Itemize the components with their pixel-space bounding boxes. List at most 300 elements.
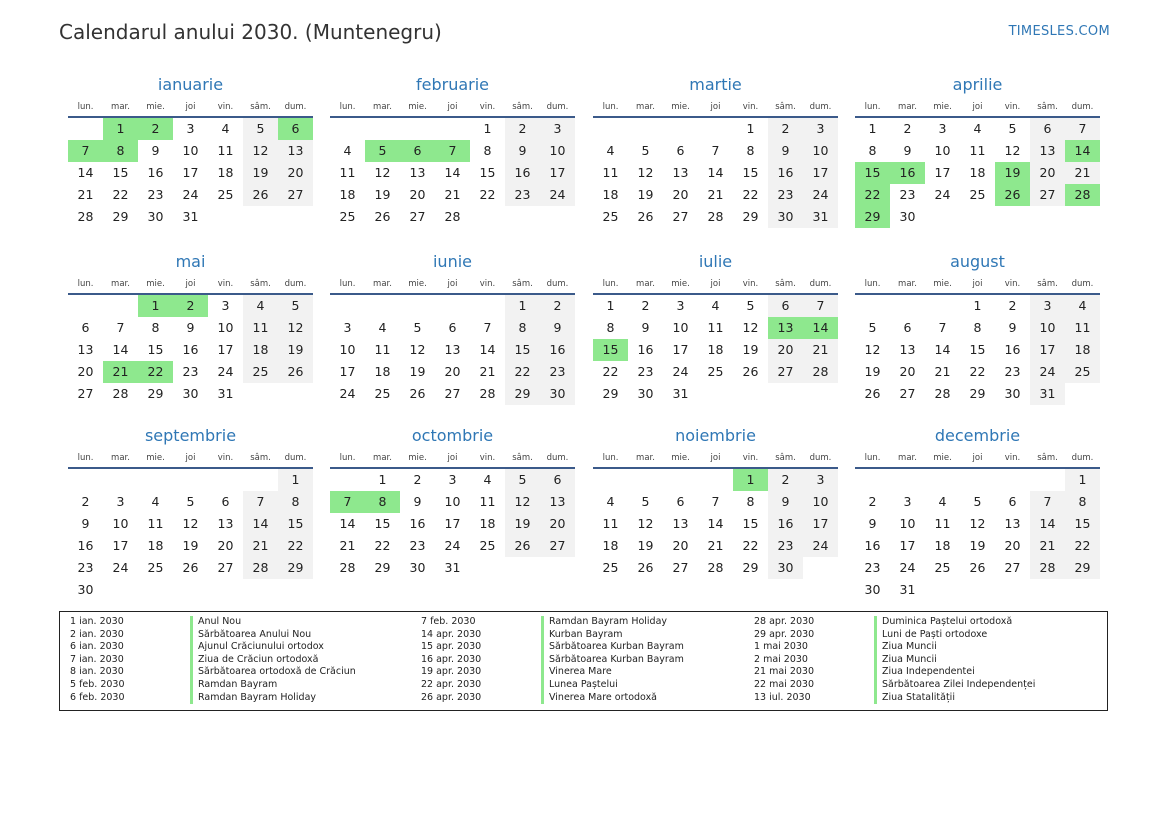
day-cell: 28 <box>803 361 838 383</box>
day-cell: 9 <box>81 516 90 531</box>
day-cell: 31 <box>444 560 461 575</box>
day-cell: 17 <box>803 162 838 184</box>
empty-cell <box>995 469 1030 491</box>
empty-cell <box>855 295 890 317</box>
day-cell: 31 <box>182 209 199 224</box>
day-cell: 4 <box>606 143 615 158</box>
day-cell: 8 <box>278 491 313 513</box>
weekday-label: dum. <box>809 453 832 463</box>
day-cell: 11 <box>217 143 234 158</box>
day-cell: 25 <box>602 560 619 575</box>
weekday-label: dum. <box>1071 102 1094 112</box>
day-grid <box>68 118 313 228</box>
day-cell: 21 <box>707 538 724 553</box>
day-cell: 16 <box>768 513 803 535</box>
day-cell: 18 <box>707 342 724 357</box>
weekday-label: vin. <box>479 102 496 112</box>
day-cell: 13 <box>1030 140 1065 162</box>
weekday-label: joi <box>185 453 196 463</box>
weekday-label: vin. <box>742 102 759 112</box>
holiday-entry <box>754 616 1035 629</box>
day-cell: 8 <box>746 143 755 158</box>
day-cell: 18 <box>479 516 496 531</box>
holiday-day-cell: 15 <box>855 162 890 184</box>
day-cell: 21 <box>243 535 278 557</box>
day-cell: 16 <box>505 162 540 184</box>
holiday-date: 2 mai 2030 <box>754 653 808 665</box>
holiday-entry <box>421 616 684 629</box>
weekday-label: mar. <box>898 453 917 463</box>
weekday-label: joi <box>710 279 721 289</box>
day-cell: 8 <box>1065 491 1100 513</box>
day-cell: 22 <box>742 538 759 553</box>
day-cell: 28 <box>339 560 356 575</box>
day-cell: 21 <box>707 187 724 202</box>
day-cell: 15 <box>1065 513 1100 535</box>
month-aprilie <box>855 72 1100 228</box>
day-cell: 5 <box>413 320 422 335</box>
day-cell: 29 <box>602 386 619 401</box>
day-cell: 14 <box>243 513 278 535</box>
empty-cell <box>435 118 470 140</box>
day-cell: 10 <box>1030 317 1065 339</box>
day-cell: 23 <box>1004 364 1021 379</box>
day-cell: 13 <box>278 140 313 162</box>
day-cell: 14 <box>707 516 724 531</box>
day-grid <box>68 469 313 601</box>
site-link[interactable]: TIMESLES.COM <box>1008 24 1110 39</box>
day-grid <box>855 295 1100 405</box>
day-cell: 17 <box>672 342 689 357</box>
day-cell: 2 <box>768 118 803 140</box>
day-cell: 11 <box>374 342 391 357</box>
day-cell: 26 <box>409 386 426 401</box>
day-cell: 16 <box>409 516 426 531</box>
holiday-name: Ziua Muncii <box>874 654 937 667</box>
day-cell: 23 <box>182 364 199 379</box>
holiday-name: Sărbătoarea Zilei Independenței <box>874 679 1035 692</box>
day-cell: 10 <box>444 494 461 509</box>
holiday-day-cell: 6 <box>278 118 313 140</box>
month-octombrie <box>330 423 575 579</box>
holiday-entry <box>70 666 356 679</box>
holiday-day-cell: 8 <box>103 140 138 162</box>
day-grid <box>855 118 1100 228</box>
day-cell: 29 <box>742 560 759 575</box>
day-cell: 4 <box>606 494 615 509</box>
day-cell: 22 <box>278 535 313 557</box>
day-cell: 5 <box>278 295 313 317</box>
day-cell: 10 <box>899 516 916 531</box>
empty-cell <box>698 118 733 140</box>
weekday-label: mie. <box>671 453 690 463</box>
holiday-entry <box>70 616 356 629</box>
day-cell: 22 <box>112 187 129 202</box>
weekday-label: lun. <box>77 102 94 112</box>
day-cell: 6 <box>676 494 685 509</box>
empty-cell <box>628 118 663 140</box>
holiday-day-cell: 1 <box>103 118 138 140</box>
day-cell: 8 <box>746 494 755 509</box>
day-cell: 9 <box>768 140 803 162</box>
day-cell: 5 <box>243 118 278 140</box>
day-cell: 9 <box>768 491 803 513</box>
holiday-day-cell: 7 <box>68 140 103 162</box>
day-cell: 9 <box>868 516 877 531</box>
empty-cell <box>960 469 995 491</box>
holiday-date: 16 apr. 2030 <box>421 653 482 665</box>
day-cell: 13 <box>444 342 461 357</box>
empty-cell <box>470 295 505 317</box>
weekday-label: dum. <box>1071 453 1094 463</box>
empty-cell <box>890 469 925 491</box>
day-cell: 24 <box>803 535 838 557</box>
day-cell: 14 <box>934 342 951 357</box>
day-cell: 27 <box>409 209 426 224</box>
day-cell: 19 <box>864 364 881 379</box>
day-cell: 2 <box>81 494 90 509</box>
day-cell: 28 <box>707 560 724 575</box>
weekday-header <box>68 275 313 295</box>
day-cell: 13 <box>672 516 689 531</box>
weekday-label: sâm. <box>1037 279 1058 289</box>
month-name: august <box>950 252 1005 271</box>
weekday-label: mar. <box>636 279 655 289</box>
holiday-date: 14 apr. 2030 <box>421 628 482 640</box>
day-cell: 20 <box>217 538 234 553</box>
day-cell: 4 <box>938 494 947 509</box>
day-cell: 7 <box>1030 491 1065 513</box>
weekday-header <box>593 275 838 295</box>
holiday-list <box>59 611 1108 711</box>
holiday-name: Anul Nou <box>190 616 241 629</box>
holiday-name: Ziua de Crăciun ortodoxă <box>190 654 318 667</box>
day-cell: 3 <box>221 298 230 313</box>
month-name: iunie <box>432 252 472 271</box>
day-cell: 2 <box>903 121 912 136</box>
day-cell: 25 <box>969 187 986 202</box>
weekday-label: joi <box>447 102 458 112</box>
day-cell: 21 <box>1065 162 1100 184</box>
day-cell: 20 <box>278 162 313 184</box>
weekday-label: sâm. <box>775 279 796 289</box>
empty-cell <box>890 295 925 317</box>
day-cell: 16 <box>77 538 94 553</box>
day-cell: 8 <box>505 317 540 339</box>
month-februarie <box>330 72 575 228</box>
empty-cell <box>925 295 960 317</box>
day-cell: 13 <box>672 165 689 180</box>
weekday-label: dum. <box>284 102 307 112</box>
day-cell: 9 <box>1008 320 1017 335</box>
day-cell: 16 <box>182 342 199 357</box>
day-cell: 18 <box>339 187 356 202</box>
day-grid <box>593 118 838 228</box>
weekday-label: sâm. <box>775 102 796 112</box>
day-cell: 25 <box>147 560 164 575</box>
holiday-entry <box>421 641 684 654</box>
weekday-label: mar. <box>373 279 392 289</box>
day-cell: 28 <box>444 209 461 224</box>
day-cell: 16 <box>637 342 654 357</box>
holiday-name: Ziua Statalității <box>874 692 955 705</box>
month-name: februarie <box>415 75 490 94</box>
holiday-entry <box>421 629 684 642</box>
weekday-label: dum. <box>284 453 307 463</box>
day-cell: 25 <box>339 209 356 224</box>
day-cell: 10 <box>803 140 838 162</box>
day-cell: 6 <box>540 469 575 491</box>
day-cell: 18 <box>969 165 986 180</box>
holiday-day-cell: 22 <box>855 184 890 206</box>
day-cell: 31 <box>217 386 234 401</box>
empty-cell <box>138 469 173 491</box>
holiday-day-cell: 19 <box>995 162 1030 184</box>
day-cell: 22 <box>374 538 391 553</box>
day-cell: 15 <box>505 339 540 361</box>
holiday-entry <box>754 629 1035 642</box>
weekday-label: mar. <box>111 453 130 463</box>
day-cell: 12 <box>637 516 654 531</box>
day-cell: 24 <box>339 386 356 401</box>
day-cell: 9 <box>413 494 422 509</box>
day-cell: 29 <box>278 557 313 579</box>
day-cell: 13 <box>899 342 916 357</box>
day-cell: 24 <box>217 364 234 379</box>
weekday-label: joi <box>972 102 983 112</box>
day-cell: 3 <box>540 118 575 140</box>
day-cell: 10 <box>540 140 575 162</box>
day-cell: 15 <box>969 342 986 357</box>
day-cell: 18 <box>147 538 164 553</box>
day-cell: 5 <box>505 469 540 491</box>
holiday-day-cell: 2 <box>173 295 208 317</box>
weekday-header <box>855 449 1100 469</box>
day-cell: 1 <box>746 121 755 136</box>
weekday-label: dum. <box>809 279 832 289</box>
month-septembrie <box>68 423 313 601</box>
day-cell: 3 <box>448 472 457 487</box>
holiday-day-cell: 14 <box>803 317 838 339</box>
day-cell: 17 <box>444 516 461 531</box>
weekday-label: sâm. <box>512 453 533 463</box>
day-cell: 9 <box>186 320 195 335</box>
day-cell: 14 <box>444 165 461 180</box>
day-cell: 2 <box>768 469 803 491</box>
day-cell: 27 <box>278 184 313 206</box>
holiday-day-cell: 1 <box>733 469 768 491</box>
weekday-label: mie. <box>146 279 165 289</box>
day-cell: 30 <box>768 557 803 579</box>
day-cell: 12 <box>637 165 654 180</box>
day-cell: 1 <box>378 472 387 487</box>
holiday-name: Duminica Paștelui ortodoxă <box>874 616 1012 629</box>
holiday-date: 6 ian. 2030 <box>70 641 124 653</box>
day-cell: 8 <box>973 320 982 335</box>
day-cell: 14 <box>112 342 129 357</box>
day-cell: 26 <box>969 560 986 575</box>
holiday-day-cell: 14 <box>1065 140 1100 162</box>
day-cell: 13 <box>540 491 575 513</box>
month-ianuarie <box>68 72 313 228</box>
day-cell: 19 <box>637 187 654 202</box>
day-cell: 17 <box>540 162 575 184</box>
day-cell: 6 <box>768 295 803 317</box>
day-cell: 27 <box>1004 560 1021 575</box>
day-cell: 16 <box>864 538 881 553</box>
day-cell: 30 <box>1004 386 1021 401</box>
day-cell: 28 <box>707 209 724 224</box>
day-cell: 19 <box>182 538 199 553</box>
empty-cell <box>103 469 138 491</box>
month-name: mai <box>175 252 206 271</box>
empty-cell <box>103 295 138 317</box>
day-cell: 23 <box>540 361 575 383</box>
day-cell: 26 <box>505 535 540 557</box>
day-cell: 18 <box>602 187 619 202</box>
holiday-entry <box>421 692 684 705</box>
day-cell: 12 <box>864 342 881 357</box>
weekday-label: vin. <box>742 453 759 463</box>
empty-cell <box>330 295 365 317</box>
day-cell: 27 <box>1030 184 1065 206</box>
day-cell: 8 <box>483 143 492 158</box>
holiday-date: 29 apr. 2030 <box>754 628 815 640</box>
day-cell: 4 <box>243 295 278 317</box>
holiday-name: Sărbătoarea Kurban Bayram <box>541 641 684 654</box>
day-cell: 14 <box>1030 513 1065 535</box>
day-cell: 20 <box>409 187 426 202</box>
day-cell: 21 <box>934 364 951 379</box>
holiday-day-cell: 1 <box>138 295 173 317</box>
day-cell: 1 <box>868 121 877 136</box>
empty-cell <box>435 295 470 317</box>
weekday-label: sâm. <box>250 102 271 112</box>
day-cell: 28 <box>243 557 278 579</box>
day-cell: 10 <box>339 342 356 357</box>
holiday-day-cell: 13 <box>768 317 803 339</box>
weekday-header <box>855 98 1100 118</box>
holiday-name: Sărbătoarea Kurban Bayram <box>541 654 684 667</box>
weekday-label: lun. <box>339 279 356 289</box>
day-cell: 15 <box>742 516 759 531</box>
day-cell: 1 <box>973 298 982 313</box>
day-cell: 19 <box>637 538 654 553</box>
month-name: iulie <box>698 252 733 271</box>
weekday-label: joi <box>972 279 983 289</box>
day-cell: 9 <box>540 317 575 339</box>
holiday-day-cell: 7 <box>330 491 365 513</box>
empty-cell <box>365 295 400 317</box>
holiday-entry <box>70 692 356 705</box>
weekday-label: sâm. <box>775 453 796 463</box>
day-cell: 24 <box>672 364 689 379</box>
month-decembrie <box>855 423 1100 601</box>
holiday-name: Kurban Bayram <box>541 629 623 642</box>
holiday-entry <box>70 654 356 667</box>
day-cell: 31 <box>672 386 689 401</box>
day-cell: 9 <box>505 140 540 162</box>
day-cell: 17 <box>217 342 234 357</box>
day-cell: 10 <box>112 516 129 531</box>
holiday-entry <box>754 692 1035 705</box>
day-cell: 9 <box>641 320 650 335</box>
weekday-label: joi <box>710 102 721 112</box>
day-cell: 12 <box>182 516 199 531</box>
day-cell: 2 <box>505 118 540 140</box>
weekday-label: sâm. <box>250 453 271 463</box>
day-cell: 24 <box>803 184 838 206</box>
day-cell: 3 <box>1030 295 1065 317</box>
day-cell: 3 <box>803 469 838 491</box>
day-grid <box>330 118 575 228</box>
day-cell: 6 <box>676 143 685 158</box>
month-name: martie <box>689 75 742 94</box>
day-cell: 4 <box>151 494 160 509</box>
empty-cell <box>330 469 365 491</box>
day-cell: 22 <box>1065 535 1100 557</box>
day-cell: 7 <box>243 491 278 513</box>
day-cell: 20 <box>77 364 94 379</box>
weekday-header <box>330 275 575 295</box>
day-cell: 23 <box>768 535 803 557</box>
day-cell: 28 <box>934 386 951 401</box>
day-cell: 21 <box>339 538 356 553</box>
day-cell: 23 <box>637 364 654 379</box>
day-grid <box>593 469 838 579</box>
weekday-label: mar. <box>111 279 130 289</box>
day-cell: 27 <box>768 361 803 383</box>
day-grid <box>855 469 1100 601</box>
day-cell: 5 <box>641 143 650 158</box>
weekday-label: vin. <box>217 453 234 463</box>
day-cell: 6 <box>448 320 457 335</box>
holiday-column <box>421 616 684 704</box>
day-cell: 27 <box>77 386 94 401</box>
day-grid <box>330 295 575 405</box>
weekday-label: mie. <box>408 453 427 463</box>
day-cell: 18 <box>1065 339 1100 361</box>
day-cell: 23 <box>147 187 164 202</box>
holiday-date: 28 apr. 2030 <box>754 616 815 627</box>
holiday-day-cell: 6 <box>400 140 435 162</box>
day-cell: 12 <box>1004 143 1021 158</box>
day-cell: 28 <box>479 386 496 401</box>
day-cell: 2 <box>868 494 877 509</box>
day-cell: 27 <box>444 386 461 401</box>
holiday-entry <box>70 679 356 692</box>
weekday-label: mie. <box>671 102 690 112</box>
day-cell: 3 <box>186 121 195 136</box>
day-cell: 29 <box>374 560 391 575</box>
month-name: octombrie <box>411 426 494 445</box>
empty-cell <box>68 118 103 140</box>
day-cell: 9 <box>151 143 160 158</box>
month-iulie <box>593 249 838 405</box>
day-cell: 25 <box>1065 361 1100 383</box>
day-cell: 11 <box>934 516 951 531</box>
holiday-name: Ramdan Bayram Holiday <box>190 692 316 705</box>
holiday-date: 22 mai 2030 <box>754 678 815 690</box>
holiday-date: 1 ian. 2030 <box>70 616 124 627</box>
day-cell: 30 <box>768 206 803 228</box>
weekday-label: joi <box>972 453 983 463</box>
weekday-label: sâm. <box>250 279 271 289</box>
empty-cell <box>925 469 960 491</box>
day-cell: 1 <box>1065 469 1100 491</box>
day-cell: 19 <box>278 339 313 361</box>
empty-cell <box>208 469 243 491</box>
